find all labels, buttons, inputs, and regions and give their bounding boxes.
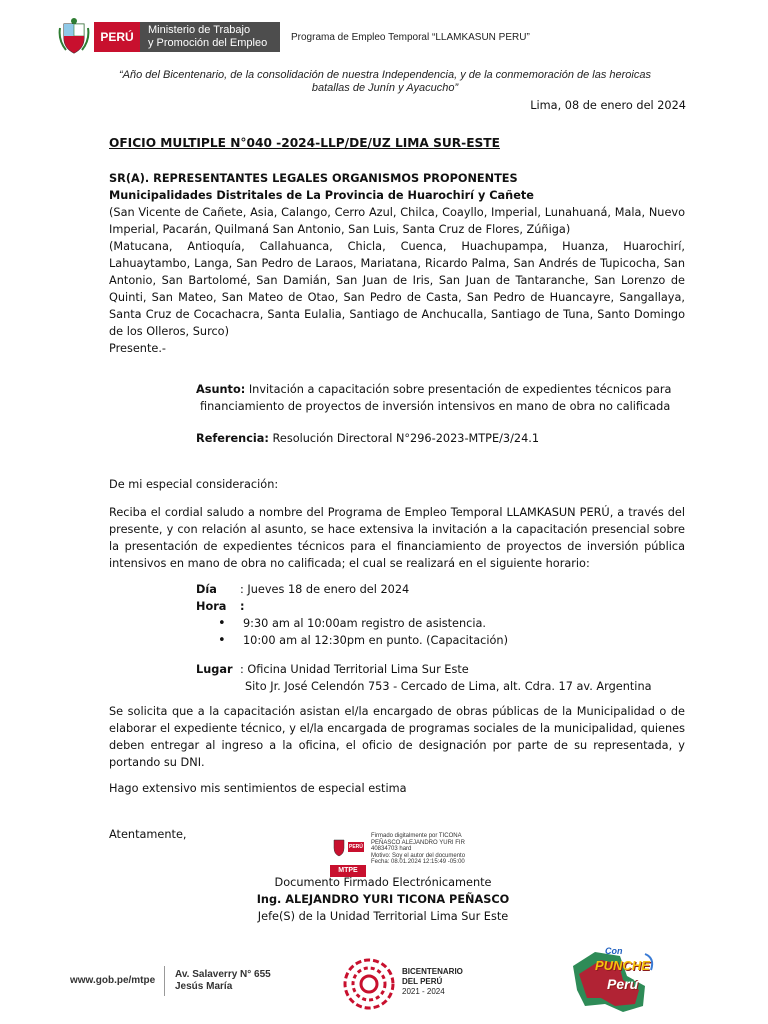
signer-role: Jefe(S) de la Unidad Territorial Lima Sur Este [257, 910, 509, 923]
sig-line3: 40834703 hard [371, 846, 412, 852]
lugar-address: Sito Jr. José Celendón 753 - Cercado de Lima, alt. Cdra. 17 av. Argentina [245, 680, 652, 693]
oficio-number: OFICIO MULTIPLE N°040 -2024-LLP/DE/UZ LIMA SUR-ESTE [109, 136, 500, 150]
digital-signature-text [371, 833, 465, 866]
program-title: Programa de Empleo Temporal “LLAMKASUN PERU” [291, 32, 530, 43]
footer-divider [164, 966, 165, 996]
sig-line2: PEÑASCO ALEJANDRO YURI FIR [371, 839, 465, 846]
bicentenario-logo-icon [340, 955, 398, 1013]
punche-con: Con [605, 946, 623, 956]
ministry-badge [140, 22, 280, 52]
badge-org: MTPE [330, 865, 366, 877]
signature-note: Documento Firmado Electrónicamente [274, 876, 492, 889]
dia-label: Día [196, 583, 217, 596]
mtpe-badge [330, 836, 366, 872]
asunto-label: Asunto: [196, 383, 246, 396]
bic-line3: 2021 - 2024 [402, 987, 445, 996]
year-motto [60, 69, 710, 95]
sig-line1: Firmado digitalmente por TICONA [371, 833, 462, 839]
greeting: De mi especial consideración: [109, 478, 279, 491]
asunto-line1: Invitación a capacitación sobre presentación de expedientes técnicos para [245, 383, 672, 396]
peru-coat-of-arms-icon [58, 16, 90, 56]
peru-badge [94, 22, 140, 52]
addressee-title: SR(A). REPRESENTANTES LEGALES ORGANISMOS PROPONENTES [109, 172, 518, 185]
schedule-block [196, 581, 652, 695]
document-date: Lima, 08 de enero del 2024 [530, 99, 686, 112]
referencia-label: Referencia: [196, 432, 269, 445]
paragraph-regards: Hago extensivo mis sentimientos de especial estima [109, 782, 407, 795]
sig-line5: Fecha: 08.01.2024 12:15:49 -05:00 [371, 859, 465, 865]
badge-country: PERÚ [349, 844, 363, 850]
con-punche-peru-logo [565, 946, 660, 1016]
signer-name: Ing. ALEJANDRO YURI TICONA PEÑASCO [256, 893, 510, 906]
districts-huarochiri: (Matucana, Antioquía, Callahuanca, Chicla, Cuenca, Huachupampa, Huanza, Huarochirí, Lahuaytambo, Langa, San Pedro de Laraos, Mariatana, Ricardo Palma, San Andrés de Tupicocha, San Antonio, San Bartolomé, San Damián, San Juan de Iris, San Juan de Tantaranche, San Lorenzo de Quinti, San Mateo, San Mateo de Otao, San Pedro de Casta, San Pedro de Huancayre, Sangallaya, Santa Cruz de Cocachacra, Santa Eulalia, Santiago de Anchucalla, Santiago de Tuna, Santo Domingo de los Olleros, Surco) [109, 240, 685, 338]
country-label: PERÚ [100, 30, 134, 44]
referencia-block [196, 430, 539, 447]
year-motto-line1: “Año del Bicentenario, de la consolidación de nuestra Independencia, y de la conmemoración de las heroicas [118, 69, 651, 81]
closing: Atentamente, [109, 828, 187, 841]
hora-list [196, 615, 652, 649]
bicentenario-text [402, 967, 463, 997]
addressee-block [109, 170, 685, 357]
paragraph-invitation: Reciba el cordial saludo a nombre del Programa de Empleo Temporal LLAMKASUN PERÚ, a través del presente, y con relación al asunto, se hace extensiva la invitación a la capacitación presencial sobre la presentación de expedientes técnicos para el financiamiento de proyectos de inversión pública intensivos en mano de obra no calificada; el cual se realizará en el siguiente horario: [109, 506, 685, 570]
sig-line4: Motivo: Soy el autor del documento [371, 852, 466, 859]
asunto-block [196, 381, 696, 415]
districts-canete: (San Vicente de Cañete, Asia, Calango, Cerro Azul, Chilca, Coayllo, Imperial, Lunahuaná, Mala, Nuevo Imperial, Pacarán, Quilmaná San Antonio, San Luis, Santa Cruz de Flores, Zúñiga) [109, 206, 685, 236]
ministry-line2: y Promoción del Empleo [148, 37, 268, 49]
footer-address-line2: Jesús María [175, 981, 233, 992]
footer-address [175, 969, 271, 993]
year-motto-line2: batallas de Junín y Ayacucho” [311, 82, 459, 94]
bic-line2: DEL PERÚ [402, 977, 443, 986]
list-item: • 10:00 am al 12:30pm en punto. (Capacitación) [240, 632, 652, 649]
referencia-text: Resolución Directoral N°296-2023-MTPE/3/24.1 [268, 432, 540, 445]
ministry-line1: Ministerio de Trabajo [148, 24, 251, 36]
presente: Presente.- [109, 342, 167, 355]
bic-line1: BICENTENARIO [402, 967, 463, 976]
hora-label: Hora [196, 600, 227, 613]
footer-url: www.gob.pe/mtpe [70, 975, 156, 986]
footer-address-line1: Av. Salaverry N° 655 [175, 969, 271, 980]
hora-value: : [240, 600, 245, 613]
punche-peru: Perú [607, 976, 639, 992]
paragraph-request: Se solicita que a la capacitación asistan el/la encargado de obras públicas de la Municipalidad o de elaborar el expediente técnico, y el/la encargada de programas sociales de la municipalidad, quienes deben entregar al ingreso a la oficina, el oficio de designación por parte de su representada, y portando su DNI. [109, 705, 685, 769]
list-item: • 9:30 am al 10:00am registro de asistencia. [240, 615, 652, 632]
asunto-line2: financiamiento de proyectos de inversión intensivos en mano de obra no calificada [200, 400, 671, 413]
lugar-value: : Oficina Unidad Territorial Lima Sur Este [240, 663, 469, 676]
addressee-municipalities: Municipalidades Distritales de La Provincia de Huarochirí y Cañete [109, 189, 534, 202]
punche-word: PUNCHE [595, 958, 650, 973]
lugar-label: Lugar [196, 663, 233, 676]
signature-block [200, 874, 566, 925]
dia-value: : Jueves 18 de enero del 2024 [240, 583, 410, 596]
